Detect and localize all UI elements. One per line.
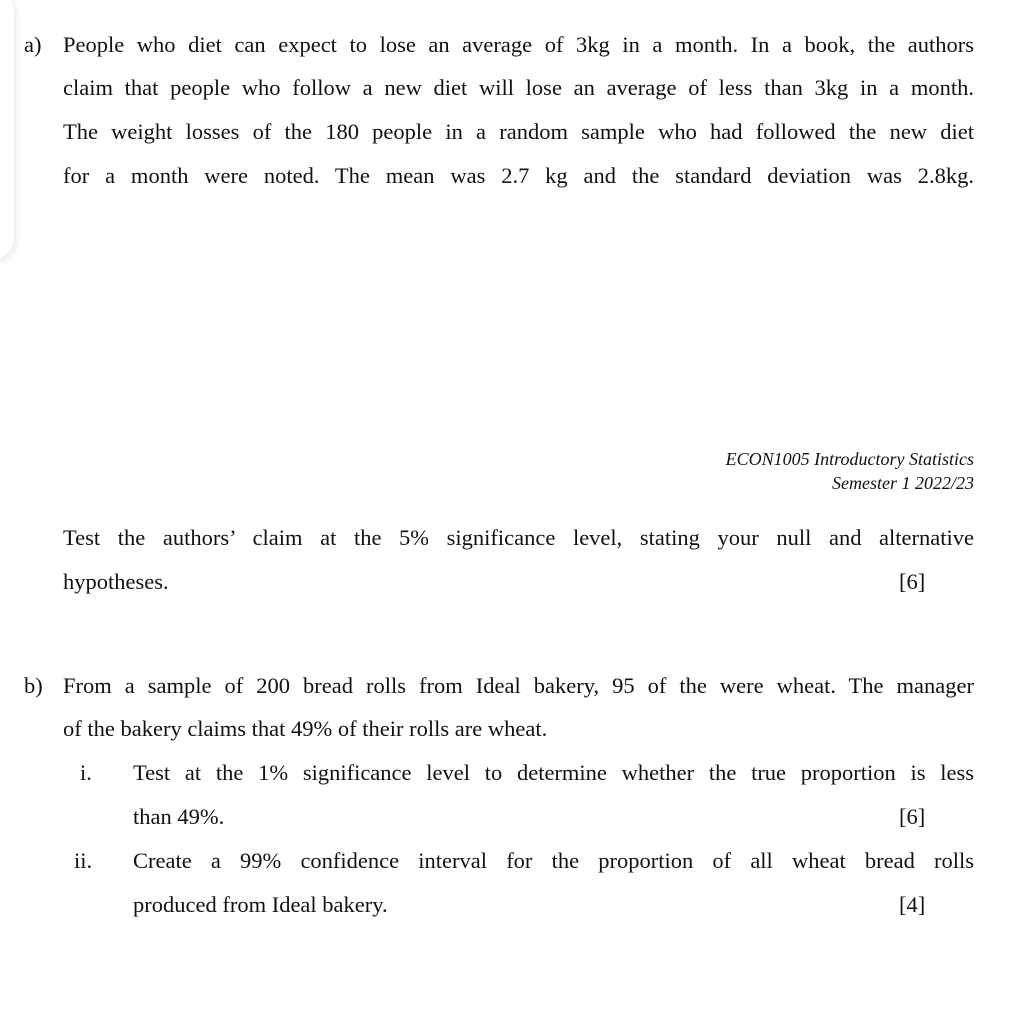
item-ii-marks: [4] [899,892,926,917]
item-i-line-1: Test at the 1% significance level to determine whether the true proportion is less [133,760,974,785]
item-ii-numeral: ii. [74,848,93,873]
part-b-label: b) [24,673,43,698]
item-ii-line-2: produced from Ideal bakery. [133,892,388,917]
part-a-line-4: for a month were noted. The mean was 2.7 kg and the standard deviation was 2.8kg. [63,163,974,188]
semester-footer: Semester 1 2022/23 [832,473,974,493]
course-footer: ECON1005 Introductory Statistics [725,449,974,469]
part-a-line-1: People who diet can expect to lose an average of 3kg in a month. In a book, the authors [63,32,974,57]
part-a-line-3: The weight losses of the 180 people in a random sample who had followed the new diet [63,119,974,144]
item-ii-line-1: Create a 99% confidence interval for the proportion of all wheat bread rolls [133,848,974,873]
part-a-label: a) [24,32,42,57]
part-a-line-2: claim that people who follow a new diet will lose an average of less than 3kg in a month. [63,75,974,100]
part-b-line-1: From a sample of 200 bread rolls from Ideal bakery, 95 of the were wheat. The manager [63,673,974,698]
item-i-marks: [6] [899,804,926,829]
page-edge-shadow [0,0,14,260]
part-b-line-2: of the bakery claims that 49% of their rolls are wheat. [63,716,548,741]
item-i-line-2: than 49%. [133,804,225,829]
item-i-numeral: i. [80,760,92,785]
part-a-task-line-1: Test the authors’ claim at the 5% significance level, stating your null and alternative [63,525,974,550]
part-a-task-line-2: hypotheses. [63,569,169,594]
part-a-marks: [6] [899,569,926,594]
